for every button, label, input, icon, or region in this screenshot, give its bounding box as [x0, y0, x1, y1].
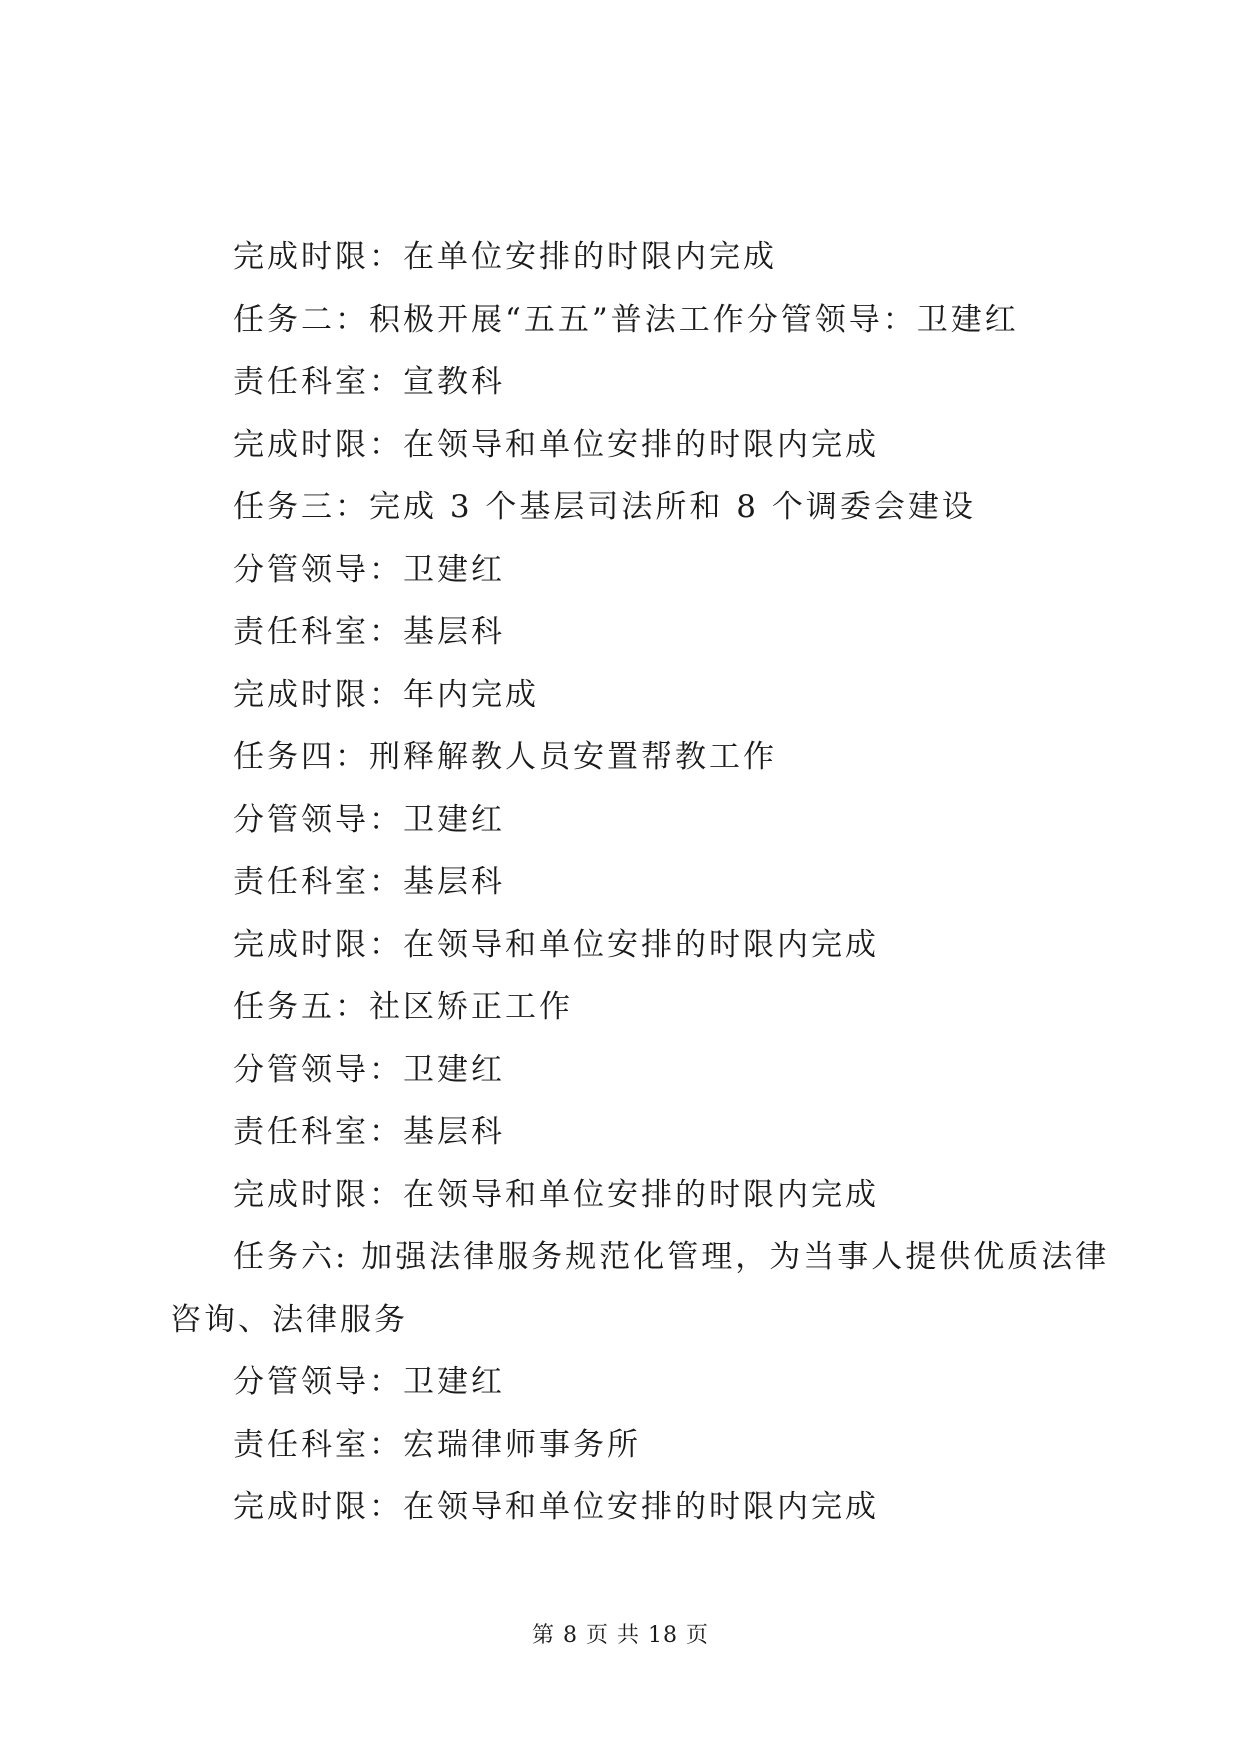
text-line: 完成时限：在领导和单位安排的时限内完成: [233, 426, 879, 463]
text-line: 任务二：积极开展“五五”普法工作分管领导：卫建红: [233, 301, 1019, 338]
text-line: 责任科室：基层科: [233, 614, 505, 650]
text-line: 责任科室：基层科: [233, 864, 505, 900]
document-body: [170, 226, 1110, 1539]
text-line: 完成时限：在领导和单位安排的时限内完成: [233, 1176, 879, 1213]
text-line: 任务三：完成 3 个基层司法所和 8 个调委会建设: [233, 489, 976, 525]
text-line: 完成时限：在单位安排的时限内完成: [233, 239, 777, 275]
page-footer: 第 8 页 共 18 页: [532, 1623, 709, 1648]
text-line-continuation: 咨询、法律服务: [170, 1301, 408, 1338]
text-line: 责任科室：宣教科: [233, 364, 505, 400]
text-line: 任务六: 加强法律服务规范化管理，为当事人提供优质法律: [233, 1239, 1110, 1275]
text-line: 分管领导：卫建红: [233, 801, 505, 838]
text-line: 任务五：社区矫正工作: [233, 989, 573, 1025]
text-line: 分管领导：卫建红: [233, 551, 505, 588]
text-line: 分管领导：卫建红: [233, 1364, 505, 1400]
text-line: 责任科室：基层科: [233, 1114, 505, 1150]
text-line: 分管领导：卫建红: [233, 1051, 505, 1088]
text-line: 责任科室：宏瑞律师事务所: [233, 1426, 641, 1463]
text-line: 完成时限：年内完成: [233, 676, 539, 713]
text-line: 完成时限：在领导和单位安排的时限内完成: [233, 926, 879, 963]
text-line: 完成时限：在领导和单位安排的时限内完成: [233, 1489, 879, 1525]
text-line: 任务四：刑释解教人员安置帮教工作: [233, 739, 777, 775]
